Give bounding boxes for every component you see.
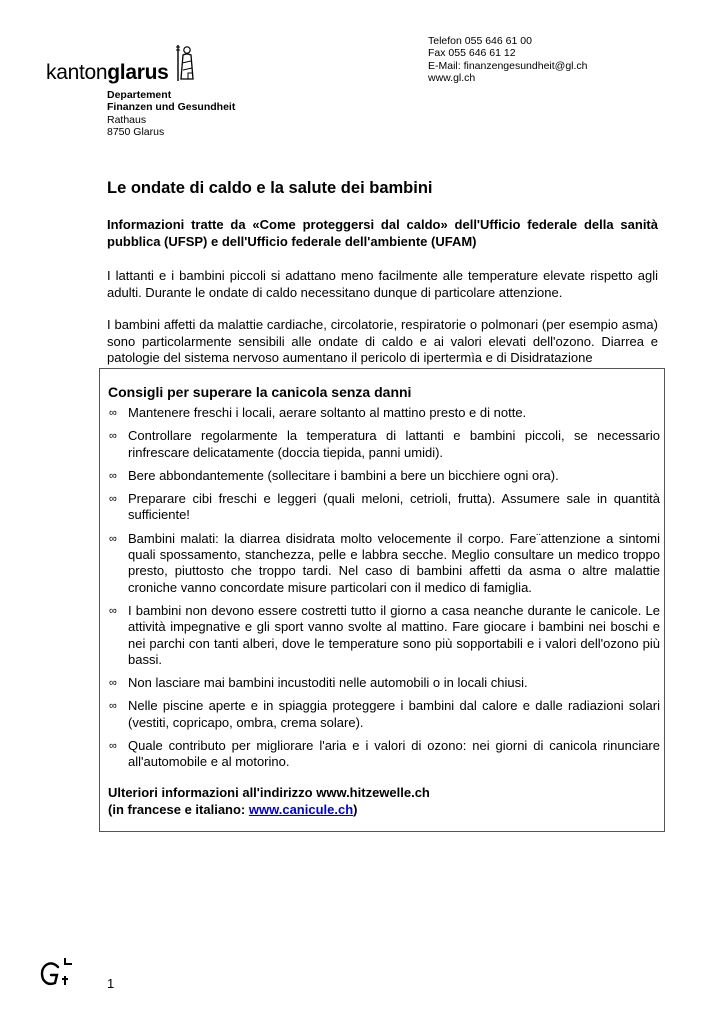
contact-info [428, 35, 588, 85]
infinity-bullet-icon: ∞ [109, 700, 117, 713]
list-item [100, 675, 660, 691]
contact-fax: Fax 055 646 61 12 [428, 47, 516, 60]
list-item [100, 698, 660, 731]
kanton-glarus-logo [46, 43, 197, 83]
more-info [108, 785, 430, 818]
paragraph-2: I bambini affetti da malattie cardiache, circolatorie, respiratorie o polmonari (per esempio asma) sono particolarmente sensibili alle ondate di caldo e ai valori elevati dell'ozono. Diarrea e patologie del sistema nervoso aumentano il pericolo di ipertermìa e di Disidratazione [107, 317, 658, 365]
more-info-line-2: (in francese e italiano: www.canicule.ch) [108, 801, 358, 817]
department-name: Finanzen und Gesundheit [107, 101, 236, 114]
logo-word-kanton: kanton [46, 61, 108, 84]
more-info-line-1: Ulteriori informazioni all'indirizzo www.hitzewelle.ch [108, 785, 430, 800]
infinity-bullet-icon: ∞ [109, 532, 117, 545]
tip-text: Quale contributo per migliorare l'aria e i valori di ozono: nei giorni di canicola rinunciare all'automobile e al motorino. [128, 738, 660, 770]
document-title: Le ondate di caldo e la salute dei bambini [107, 179, 433, 197]
tips-list [100, 405, 660, 778]
list-item [100, 738, 660, 771]
department-address [107, 89, 235, 139]
infinity-bullet-icon: ∞ [109, 604, 117, 617]
logo-word-glarus: glarus [107, 61, 169, 84]
tips-box-title: Consigli per superare la canicola senza danni [108, 384, 412, 400]
infinity-bullet-icon: ∞ [109, 677, 117, 690]
department-city: 8750 Glarus [107, 126, 165, 139]
logo-wordmark [46, 62, 169, 83]
list-item [100, 428, 660, 461]
tip-text: Mantenere freschi i locali, aerare soltanto al mattino presto e di notte. [128, 405, 527, 420]
infinity-bullet-icon: ∞ [109, 493, 117, 506]
tip-text: Controllare regolarmente la temperatura di lattanti e bambini piccoli, se necessario rinfrescare delicatamente (doccia tiepida, panni umidi). [128, 428, 660, 460]
infinity-bullet-icon: ∞ [109, 430, 117, 443]
tip-text: Bere abbondantemente (sollecitare i bambini a bere un bicchiere ogni ora). [128, 467, 559, 483]
list-item [100, 405, 660, 421]
gl-footer-logo-icon [38, 955, 76, 989]
infinity-bullet-icon: ∞ [109, 469, 117, 482]
page-number: 1 [107, 976, 115, 991]
saint-fridolin-emblem-icon [175, 43, 197, 83]
contact-email: E-Mail: finanzengesundheit@gl.ch [428, 59, 588, 72]
tips-box [99, 368, 665, 832]
list-item [100, 468, 660, 484]
department-building: Rathaus [107, 113, 147, 126]
contact-phone: Telefon 055 646 61 00 [428, 35, 532, 47]
paragraph-1: I lattanti e i bambini piccoli si adattano meno facilmente alle temperature elevate rispetto agli adulti. Durante le ondate di caldo necessitano dunque di particolare attenzione. [107, 268, 658, 300]
list-item [100, 531, 660, 596]
infinity-bullet-icon: ∞ [109, 407, 117, 419]
tip-text: Preparare cibi freschi e leggeri (quali meloni, cetrioli, frutta). Assumere sale in quantità sufficiente! [128, 491, 660, 523]
document-body [107, 178, 658, 383]
document-subtitle: Informazioni tratte da «Come proteggersi dal caldo» dell'Ufficio federale della sanità pubblica (UFSP) e dell'Ufficio federale dell'ambiente (UFAM) [107, 217, 658, 249]
infinity-bullet-icon: ∞ [109, 740, 117, 753]
tip-text: Non lasciare mai bambini incustoditi nelle automobili o in locali chiusi. [128, 675, 528, 691]
list-item [100, 603, 660, 668]
tip-text: I bambini non devono essere costretti tutto il giorno a casa neanche durante le canicole. Le attività impegnative e gli sport vanno svolte al mattino. Fare giocare i bambini nei boschi e nei parchi con tanti alberi, dove le temperature sono più sopportabili e i valori dell'ozono più bassi. [128, 602, 660, 667]
contact-website: www.gl.ch [428, 72, 476, 85]
list-item [100, 491, 660, 524]
tip-text: Nelle piscine aperte e in spiaggia proteggere i bambini dal calore e dalle radiazioni solari (vestiti, copricapo, ombra, crema solare). [128, 698, 660, 730]
tip-text: Bambini malati: la diarrea disidrata molto velocemente il corpo. Fare¨attenzione a sintomi quali spossamento, stanchezza, pelle e labbra secche. Meglio consultare un medico troppo presto, piuttosto che troppo tardi. Nel caso di bambini affetti da asma o altre malattie croniche vanno concordate misure particolari con il medico di famiglia. [128, 530, 660, 595]
canicule-link[interactable]: www.canicule.ch [248, 801, 354, 817]
department-label: Departement [107, 89, 172, 101]
